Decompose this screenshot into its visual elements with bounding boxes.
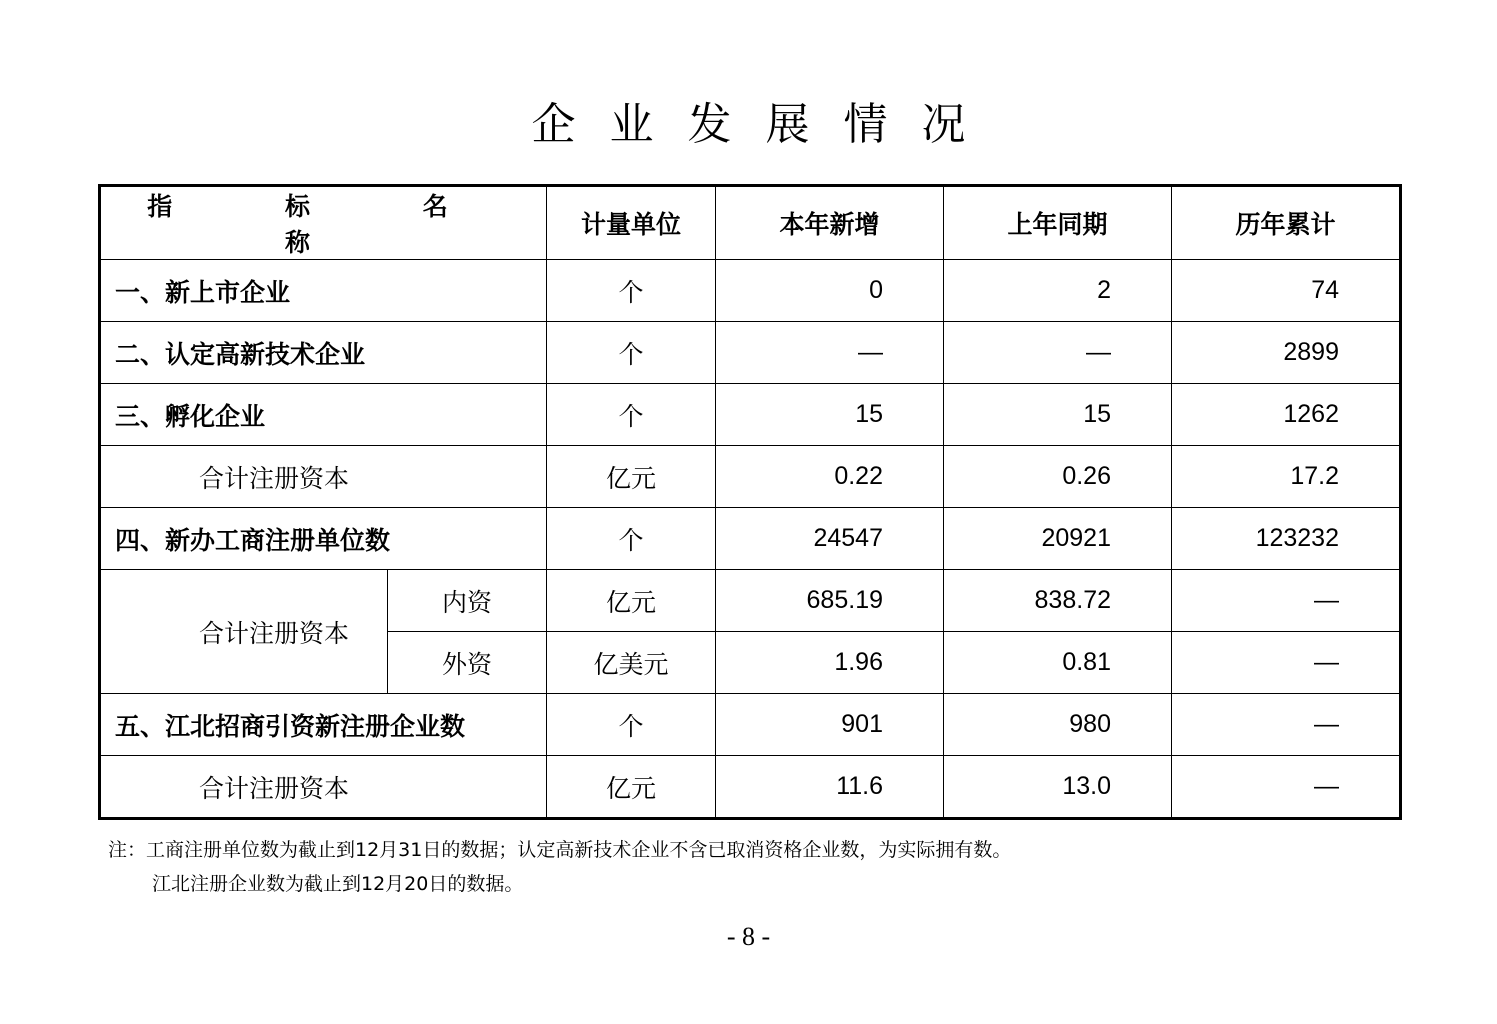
row-name: 一、新上市企业 (100, 260, 547, 322)
row-name: 五、江北招商引资新注册企业数 (100, 694, 547, 756)
row-unit: 个 (547, 322, 716, 384)
row-unit: 亿元 (547, 570, 716, 632)
header-cumulative: 历年累计 (1172, 186, 1401, 260)
table-row (100, 756, 1401, 819)
row-previous: 20921 (944, 508, 1172, 570)
page-number: - 8 - (726, 922, 771, 951)
row-cumulative: — (1172, 632, 1401, 694)
table-row (100, 322, 1401, 384)
row-previous: 13.0 (944, 756, 1172, 819)
table-notes (108, 833, 1011, 901)
row-previous: 980 (944, 694, 1172, 756)
header-current-year: 本年新增 (716, 186, 944, 260)
row-current: 1.96 (716, 632, 944, 694)
header-previous-year: 上年同期 (944, 186, 1172, 260)
row-previous: 2 (944, 260, 1172, 322)
row-cumulative: 123232 (1172, 508, 1401, 570)
row-current: 24547 (716, 508, 944, 570)
row-unit: 亿美元 (547, 632, 716, 694)
row-cumulative: 2899 (1172, 322, 1401, 384)
row-current: 15 (716, 384, 944, 446)
row-current: 0 (716, 260, 944, 322)
row-name: 二、认定高新技术企业 (100, 322, 547, 384)
row-subcategory: 内资 (388, 570, 547, 632)
row-cumulative: 74 (1172, 260, 1401, 322)
note-line-1: 注：工商注册单位数为截止到12月31日的数据；认定高新技术企业不含已取消资格企业数，为实际拥有数。 (108, 839, 1012, 861)
header-unit: 计量单位 (547, 186, 716, 260)
table-row (100, 694, 1401, 756)
row-previous: 0.26 (944, 446, 1172, 508)
row-name: 合计注册资本 (100, 756, 547, 819)
row-unit: 个 (547, 694, 716, 756)
row-unit: 亿元 (547, 446, 716, 508)
row-cumulative: — (1172, 694, 1401, 756)
row-previous: — (944, 322, 1172, 384)
row-previous: 0.81 (944, 632, 1172, 694)
row-cumulative: 1262 (1172, 384, 1401, 446)
row-current: 11.6 (716, 756, 944, 819)
row-cumulative: — (1172, 570, 1401, 632)
row-unit: 亿元 (547, 756, 716, 819)
table-row (100, 260, 1401, 322)
table-row (100, 384, 1401, 446)
row-name: 合计注册资本 (100, 446, 547, 508)
row-unit: 个 (547, 384, 716, 446)
row-cumulative: — (1172, 756, 1401, 819)
table-row (100, 508, 1401, 570)
row-previous: 15 (944, 384, 1172, 446)
row-subcategory: 外资 (388, 632, 547, 694)
row-unit: 个 (547, 508, 716, 570)
table-row (100, 446, 1401, 508)
row-current: 685.19 (716, 570, 944, 632)
row-previous: 838.72 (944, 570, 1172, 632)
row-name: 三、孵化企业 (100, 384, 547, 446)
row-current: — (716, 322, 944, 384)
row-name: 合计注册资本 (100, 570, 388, 694)
table-header-row (100, 186, 1401, 260)
table-row (100, 570, 1401, 632)
header-indicator-name: 指 标 名 称 (100, 186, 547, 260)
row-current: 901 (716, 694, 944, 756)
note-line-2: 江北注册企业数为截止到12月20日的数据。 (152, 873, 524, 895)
page-title: 企业发展情况 (531, 99, 1000, 150)
row-unit: 个 (547, 260, 716, 322)
row-name: 四、新办工商注册单位数 (100, 508, 547, 570)
row-current: 0.22 (716, 446, 944, 508)
enterprise-stats-table (98, 184, 1402, 820)
row-cumulative: 17.2 (1172, 446, 1401, 508)
